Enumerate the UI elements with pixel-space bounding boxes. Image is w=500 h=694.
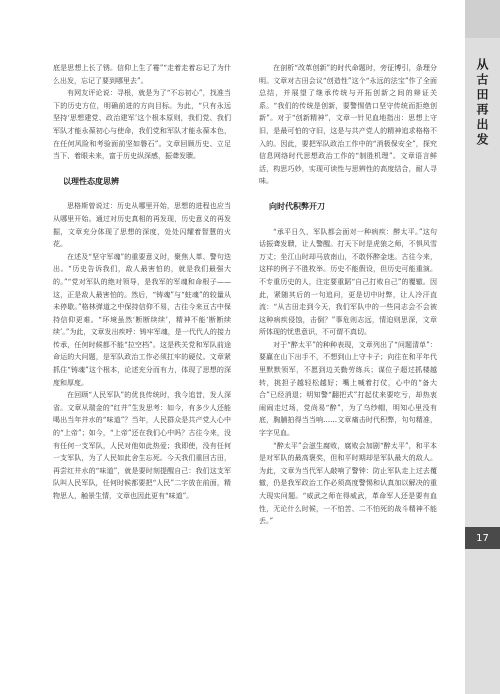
sidebar: [465, 0, 500, 694]
right-column: [259, 62, 437, 528]
sidebar-title: 从古田再出发: [475, 58, 489, 148]
page-number: 17: [465, 527, 500, 549]
section-heading: 以理性态度思辨: [63, 176, 119, 186]
paragraph: “醉太平”会滋生腐败，腐败会加剧“醉太平”，和平本是对军队的最高褒奖，但和平时期却是军队最大的敌人。为此，文章为当代军人敲响了警钟：防止军队走上过去覆辙，仍是我军政治工作必须高度警惕和认真加以解决的重大现实问题。“威武之师在得威武，革命军人还是要有血性，无论什么时候，一不怕苦、二不怕死的战斗精神不能丢。”: [259, 441, 437, 526]
paragraph: 在回顾“人民军队”的优良传统时，我今追昔，发人深省。文章从瑞金的“红井”生发思考：如今，有多少人还能喝出当年井水的“味道”？当年，人民群众是共产党人心中的“上帝”；如今，“上帝”还在我们心中吗？古往今来，没有任何一支军队，人民对他如此热爱；我即使，没有任何一支军队，为了人民如此舍生忘死。今天我们重回古田，再尝红井水的“味道”，就是要时刻提醒自己：我们这支军队叫人民军队，任何时候都要把“人民”二字放在前面，精物思人，触景生情，文章也因此更有“味道”。: [53, 391, 231, 500]
paragraph: 有网友评论说：寻根，就是为了“不忘初心”，找准当下的历史方位，明确前进的方向目标。为此，“只有永远坚持‘思想建党、政治建军’这个根本原则，我们党、我们军队才能永葆初心与使命，我们党和军队才能永葆本色，在任何风险和考验面前坚如磐石”。文章回顾历史、立足当下、着眼未来，富于历史纵深感，振聋发聩。: [53, 89, 231, 161]
sidebar-top-block: [465, 0, 500, 38]
paragraph: 思格斯曾说过：历史从哪里开始，思想的进程也应当从哪里开始。通过对历史真相的再发现，历史意义的再发掘，文章充分体现了思想的深度，处处闪耀着智慧的火花。: [53, 202, 231, 249]
paragraph: 对于“醉太平”的种种表现，文章列出了“问题清单”：要赢在山下出手不，不想到山上守卡子；向往在和平年代里默默领军，不愿到边关勤劳练兵；谋位子超过抓楼越转，挑担子越轻松越好；嘴上喊着打仗，心中的“备大合”已经消退；明知警“翻把式”打起仗来要吃亏，却热衷闹闹走过场，党尚易“醉”，为了乌纱帽，明知心里没有底，胸脯拍得当当响……文章痛击时代积弊，句句精准，字字见血。: [259, 340, 437, 438]
paragraph: 在述及“坚守军魂”的重要意义时，聚焦人革、警句迭出。“历史告诉我们，敌人最害怕的，就是我们最强大的。”“党对军队的绝对领导，是我军的军魂和命根子——这，正是敌人最害怕的。然后，“铸魂”与“蛀魂”的较量从未停歇。”格林弹道之中保持信仰不易，古往今来亘古中保持信仰更难。“环境虽然‘断断续续’，精神不能‘断断续续’。”为此，文章发出疾呼：铸牢军魂，是一代代人的接力传承，任何时候都不能“拉空档”。这是秩关党和军队前途命运的大问题，是军队政治工作必须扛牢的硬仗。文章紧抓住“铸魂”这个根本，论述充分而有力，体现了思想的深度和厚度。: [53, 252, 231, 387]
paragraph: 底是思想上长了锈。信仰上生了霉”“走着走着忘记了为什么出发，忘记了要到哪里去”。: [53, 64, 231, 85]
paragraph: “承平日久，军队都会面对一种病疾：醉太平。”这句话振聋发聩，让人警醒。打天下时是虎狼之师，不惧风雪万丈；坐江山时却马放南山，不敢怀醉金迷。古往今来，这样的例子不胜枚举。历史不能假设，但历史可能重演。不专重历史的人，注定要重蹈“自己打败自己”的覆辙。因此，紧随其后的一句追问，更是切中时弊，让人冷汗直流：“从古田走到今天，我们军队中的一些同志会不会被这种病疾侵蚀，击倒？”事危则志远，情迫则思深，文章所体现的忧患意识，不可谓不真切。: [259, 227, 437, 337]
left-column: [53, 62, 231, 503]
paragraph: 在剖析“改革创新”的时代命题时，旁征博引，条理分明。文章对古田会议“创造性”这个“永远的法宝”作了全面总结，并展望了继承传统与开拓创新之间的辩证关系。“我们的传统是创新，要警惕借口坚守传统而拒绝创新”。对于“创新精神”，文章一针见血地指出：思想上守旧，是最可怕的守旧，这是与共产党人的精神追求格格不入的。因此，要把军队政治工作中的“消极保安全”，探究信息网络时代思想政治工作的“制胜机理”。文章语言鲜活，构思巧妙，实现可读性与思辨性的高度结合，耐人寻味。: [259, 64, 437, 186]
section-heading: 向时代积弊开刀: [269, 201, 325, 211]
